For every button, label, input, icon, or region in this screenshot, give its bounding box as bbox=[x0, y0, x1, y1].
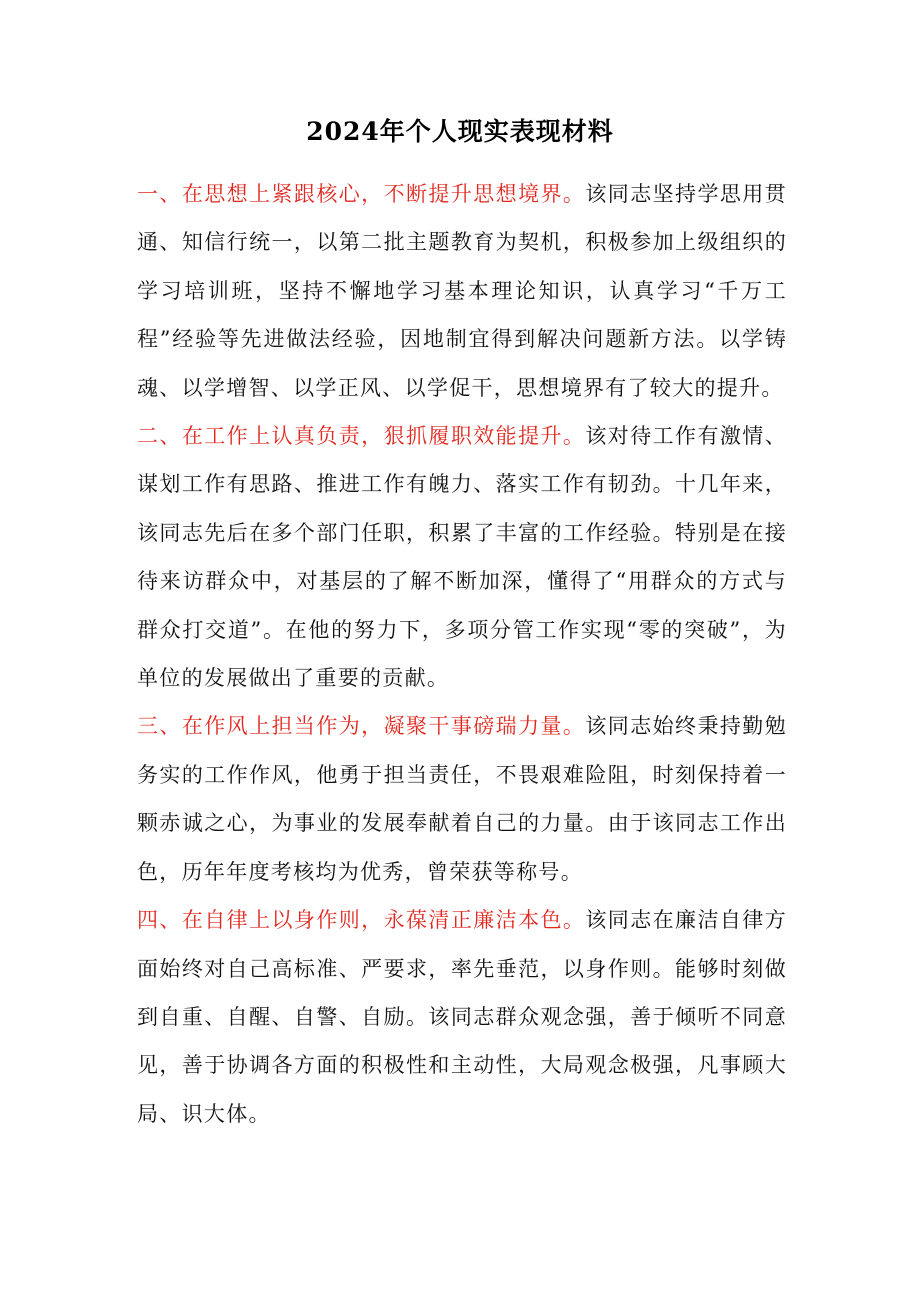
section-text-3: 该同志始终秉持勤勉务实的工作作风，他勇于担当责任，不畏艰难险阻，时刻保持着一颗赤诚之心，为事业的发展奉献着自己的力量。由于该同志工作出色，历年年度考核均为优秀，曾荣获等称号。 bbox=[137, 714, 788, 884]
section-paragraph-3 bbox=[137, 702, 787, 896]
section-heading-2: 二、在工作上认真负责，狠抓履职效能提升。 bbox=[137, 424, 586, 449]
section-text-2: 该对待工作有激情、谋划工作有思路、推进工作有魄力、落实工作有韧劲。十几年来，该同志先后在多个部门任职，积累了丰富的工作经验。特别是在接待来访群众中，对基层的了解不断加深，懂得了“用群众的方式与群众打交道”。在他的努力下，多项分管工作实现“零的突破”，为单位的发展做出了重要的贡献。 bbox=[137, 424, 788, 691]
section-paragraph-1 bbox=[137, 170, 787, 412]
document-body bbox=[137, 170, 787, 1138]
section-text-1: 该同志坚持学思用贯通、知信行统一，以第二批主题教育为契机，积极参加上级组织的学习培训班，坚持不懈地学习基本理论知识，认真学习“千万工程”经验等先进做法经验，因地制宜得到解决问题新方法。以学铸魂、以学增智、以学正风、以学促干，思想境界有了较大的提升。 bbox=[137, 182, 788, 400]
document-title: 2024年个人现实表现材料 bbox=[306, 117, 614, 146]
section-text-4: 该同志在廉洁自律方面始终对自己高标准、严要求，率先垂范，以身作则。能够时刻做到自重、自醒、自警、自励。该同志群众观念强，善于倾听不同意见，善于协调各方面的积极性和主动性，大局观念极强，凡事顾大局、识大体。 bbox=[137, 908, 788, 1126]
section-heading-3: 三、在作风上担当作为，凝聚干事磅瑞力量。 bbox=[137, 714, 586, 739]
section-paragraph-2 bbox=[137, 412, 787, 702]
section-paragraph-4 bbox=[137, 896, 787, 1138]
section-heading-4: 四、在自律上以身作则，永葆清正廉洁本色。 bbox=[137, 908, 586, 933]
section-heading-1: 一、在思想上紧跟核心，不断提升思想境界。 bbox=[137, 182, 586, 206]
